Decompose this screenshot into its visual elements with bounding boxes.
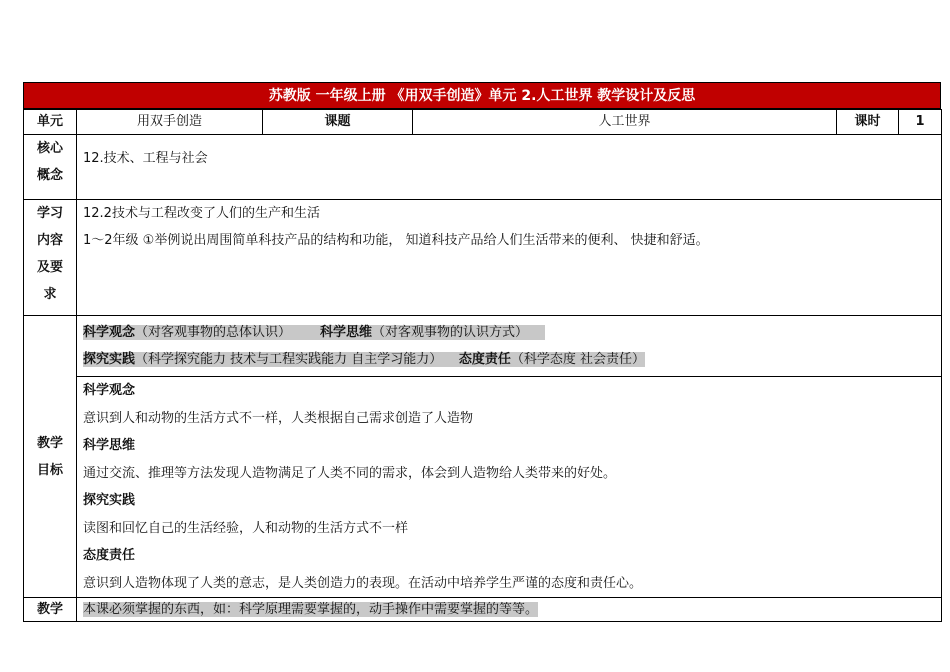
goal-detail-title-4: 态度责任 — [83, 548, 136, 563]
hours-value: 1 — [899, 110, 942, 135]
goal-detail-title-1: 科学观念 — [83, 383, 136, 398]
topic-label: 课题 — [263, 110, 413, 135]
teaching-goals-label: 教学 目标 — [24, 316, 77, 598]
key-points-text: 本课必须掌握的东西，如：科学原理需要掌握的，动手操作中需要掌握的等等。 — [83, 602, 539, 617]
unit-value: 用双手创造 — [77, 110, 263, 135]
unit-label: 单元 — [24, 110, 77, 135]
goal-detail-title-3: 探究实践 — [83, 493, 136, 508]
learning-requirements-row — [24, 200, 942, 316]
teaching-goals-content — [77, 316, 942, 598]
goal-detail-title-2: 科学思维 — [83, 438, 136, 453]
goal-summary-highlight-2: 探究实践（科学探究能力 技术与工程实践能力 自主学习能力） 态度责任（科学态度 社会责任） — [83, 352, 645, 367]
key-points-content — [77, 598, 942, 622]
core-concept-text: 12.技术、工程与社会 — [77, 135, 942, 200]
document-title: 苏教版 一年级上册 《用双手创造》单元 2.人工世界 教学设计及反思 — [268, 88, 696, 104]
goal-details — [77, 377, 941, 597]
teaching-goals-row — [24, 316, 942, 598]
learning-requirements-label: 学习 内容 及要 求 — [24, 200, 77, 316]
goal-detail-text-3: 读图和回忆自己的生活经验，人和动物的生活方式不一样 — [83, 520, 409, 536]
requirement-line-2: 1～2年级 ①举例说出周围简单科技产品的结构和功能， 知道科技产品给人们生活带来的便利、 快捷和舒适。 — [83, 233, 709, 248]
goal-detail-text-2: 通过交流、推理等方法发现人造物满足了人类不同的需求，体会到人造物给人类带来的好处。 — [83, 465, 617, 481]
goal-summary-line-1 — [83, 319, 935, 346]
goal-detail-text-1: 意识到人和动物的生活方式不一样，人类根据自己需求创造了人造物 — [83, 410, 474, 426]
lesson-plan-table — [23, 109, 942, 622]
hours-label: 课时 — [837, 110, 899, 135]
info-row — [24, 110, 942, 135]
topic-value: 人工世界 — [413, 110, 837, 135]
learning-requirements-content — [77, 200, 942, 316]
core-concept-row — [24, 135, 942, 200]
goal-summary-highlight-1: 科学观念（对客观事物的总体认识） 科学思维（对客观事物的认识方式） — [83, 325, 545, 340]
key-points-row — [24, 598, 942, 622]
document-title-bar — [23, 82, 941, 109]
goal-summary-line-2 — [83, 346, 935, 373]
key-points-label: 教学 — [24, 598, 77, 622]
goal-summary — [77, 316, 941, 377]
core-concept-label: 核心 概念 — [24, 135, 77, 200]
goal-detail-text-4: 意识到人造物体现了人类的意志，是人类创造力的表现。在活动中培养学生严谨的态度和责任心。 — [83, 575, 643, 591]
requirement-line-1: 12.2技术与工程改变了人们的生产和生活 — [83, 206, 320, 221]
